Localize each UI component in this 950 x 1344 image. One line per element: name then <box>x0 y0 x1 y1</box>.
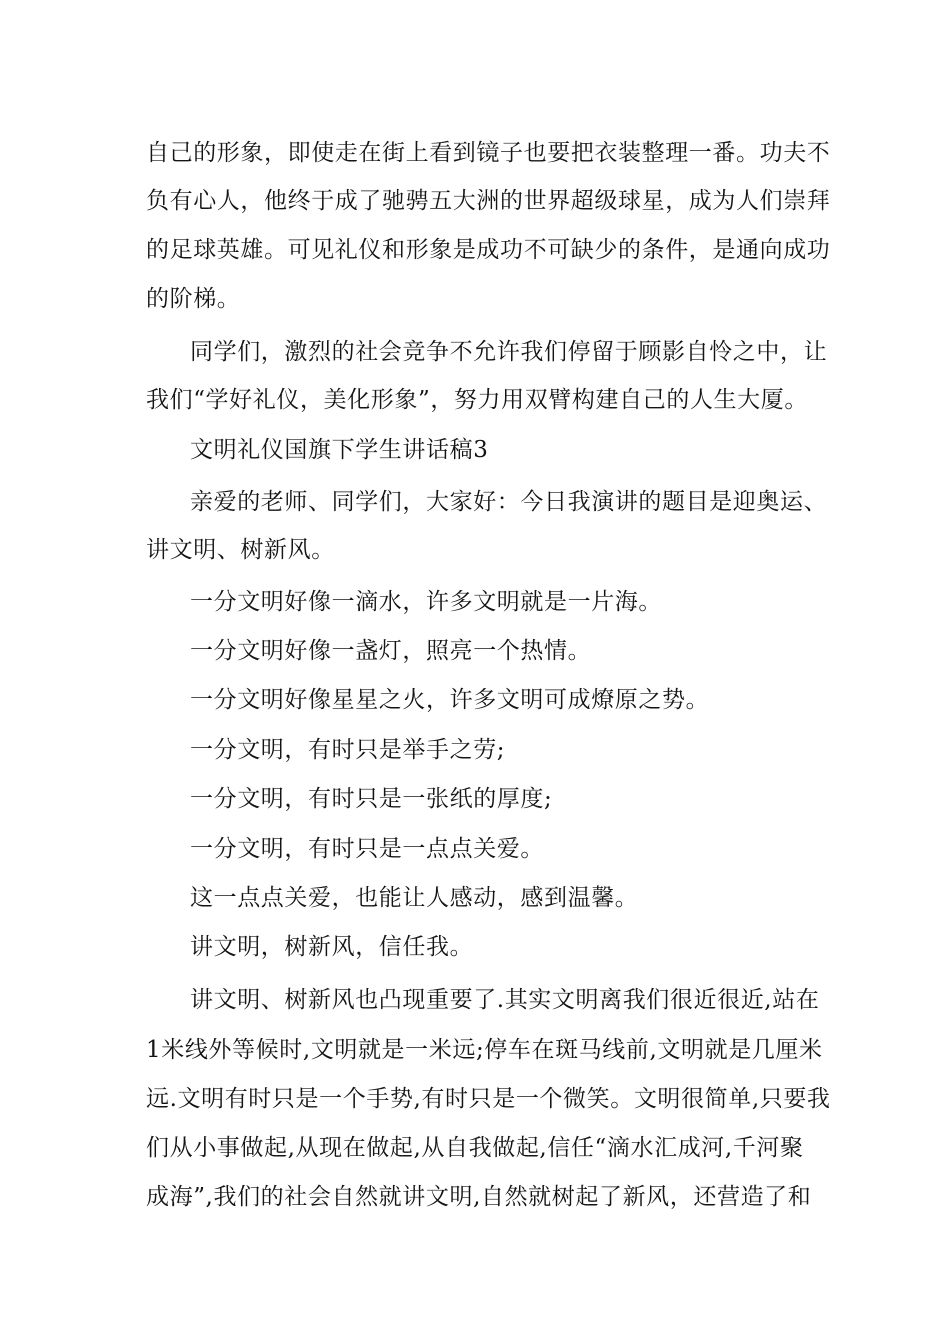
paragraph-line: 我们“学好礼仪，美化形象”，努力用双臂构建自己的人生大厦。 <box>146 387 808 413</box>
paragraph-line: 一分文明，有时只是举手之劳; <box>190 737 506 763</box>
paragraph-line: 亲爱的老师、同学们，大家好：今日我演讲的题目是迎奥运、 <box>190 489 828 515</box>
paragraph-line: 远.文明有时只是一个手势,有时只是一个微笑。文明很简单,只要我 <box>146 1086 831 1112</box>
paragraph-line: 一分文明好像星星之火，许多文明可成燎原之势。 <box>190 687 710 713</box>
paragraph-line: 1米线外等候时,文明就是一米远;停车在斑马线前,文明就是几厘米 <box>146 1037 823 1063</box>
paragraph-line: 讲文明、树新风也凸现重要了.其实文明离我们很近很近,站在 <box>190 987 820 1013</box>
paragraph-line: 自己的形象，即使走在街上看到镜子也要把衣装整理一番。功夫不 <box>146 140 831 166</box>
paragraph-line: 一分文明好像一盏灯，照亮一个热情。 <box>190 638 592 664</box>
paragraph-line: 一分文明，有时只是一张纸的厚度; <box>190 786 553 812</box>
paragraph-line: 的足球英雄。可见礼仪和形象是成功不可缺少的条件，是通向成功 <box>146 237 831 263</box>
section-heading: 文明礼仪国旗下学生讲话稿3 <box>190 437 489 463</box>
paragraph-line: 成海”,我们的社会自然就讲文明,自然就树起了新风，还营造了和 <box>146 1184 812 1210</box>
paragraph-line: 的阶梯。 <box>146 286 241 312</box>
paragraph-line: 们从小事做起,从现在做起,从自我做起,信任“滴水汇成河,千河聚 <box>146 1135 804 1161</box>
paragraph-line: 一分文明，有时只是一点点关爱。 <box>190 836 544 862</box>
paragraph-line: 同学们，激烈的社会竞争不允许我们停留于顾影自怜之中，让 <box>190 339 828 365</box>
paragraph-line: 讲文明、树新风。 <box>146 537 335 563</box>
paragraph-line: 这一点点关爱，也能让人感动，感到温馨。 <box>190 885 639 911</box>
paragraph-line: 负有心人，他终于成了驰骋五大洲的世界超级球星，成为人们崇拜 <box>146 188 831 214</box>
paragraph-line: 讲文明，树新风，信任我。 <box>190 934 474 960</box>
paragraph-line: 一分文明好像一滴水，许多文明就是一片海。 <box>190 589 662 615</box>
